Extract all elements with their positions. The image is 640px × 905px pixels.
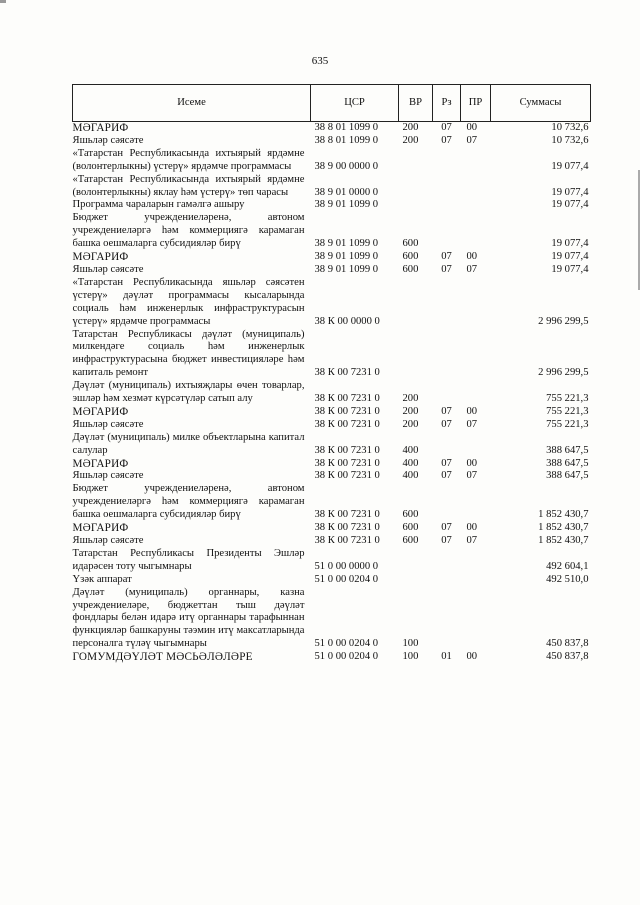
cell-name: МӘГАРИФ [72, 457, 129, 470]
cell-name: Үзәк аппарат [72, 573, 132, 585]
cell-csr: 38 9 01 1099 0 [314, 199, 379, 211]
cell-sum: 1 852 430,7 [538, 535, 589, 546]
cell-name: Яшьләр сәясәте [72, 263, 144, 275]
cell-rz [433, 329, 461, 381]
cell-sum: 19 077,4 [551, 186, 589, 198]
cell-csr: 38 К 00 7231 0 [314, 405, 380, 417]
cell-rz: 01 [441, 651, 452, 663]
cell-rz [433, 380, 461, 406]
cell-pr: 07 [466, 263, 478, 275]
cell-pr [461, 277, 491, 329]
cell-rz [433, 587, 461, 652]
cell-rz: 07 [441, 251, 452, 263]
cell-pr [461, 587, 491, 652]
cell-vr: 200 [402, 405, 419, 417]
cell-csr: 51 0 00 0204 0 [314, 638, 379, 650]
cell-name: Яшьләр сәясәте [72, 470, 144, 482]
cell-csr: 51 0 00 0000 0 [314, 560, 379, 572]
cell-vr: 600 [402, 522, 419, 534]
cell-name: МӘГАРИФ [72, 251, 129, 264]
cell-rz [433, 483, 461, 522]
cell-pr: 00 [466, 405, 478, 417]
cell-csr: 38 К 00 7231 0 [314, 393, 380, 405]
cell-csr: 38 9 01 0000 0 [314, 186, 379, 198]
cell-rz [433, 548, 461, 574]
cell-csr: 38 9 01 1099 0 [314, 263, 379, 275]
table-row [73, 483, 591, 522]
cell-csr: 38 К 00 7231 0 [314, 470, 380, 482]
header-rz: Рз [433, 85, 461, 122]
cell-csr: 38 К 00 7231 0 [314, 418, 380, 430]
cell-name: Программа чараларын гамәлгә ашыру [72, 199, 245, 211]
cell-pr: 00 [466, 122, 478, 133]
cell-name: «Татарстан Республикасында яшьләр сәясәтен үстерү» дәүләт программасы кысаларында социаль һәм инженерлык инфраструктурасын үстерү» ярдәмче программасы [72, 276, 305, 327]
cell-csr: 38 8 01 1099 0 [314, 134, 379, 146]
table-row [73, 135, 591, 148]
cell-pr: 00 [466, 251, 478, 263]
cell-vr: 400 [402, 457, 419, 469]
cell-csr: 38 К 00 7231 0 [314, 509, 380, 521]
cell-name: МӘГАРИФ [72, 522, 129, 535]
cell-rz [433, 277, 461, 329]
cell-pr [461, 212, 491, 251]
cell-csr: 38 К 00 7231 0 [314, 457, 380, 469]
cell-name: Татарстан Республикасы Президенты Эшләр идарәсен тоту чыгымнары [72, 547, 305, 572]
cell-name: Дәүләт (муниципаль) органнары, казна учреждениеләре, бюджеттан тыш дәүләт фондлары белән идарә итү органнары тарафыннан функцияләр башкаруны тәэмин итү максатларында персоналга түләү чыгымнары [72, 586, 305, 650]
scan-corner-mark [0, 0, 6, 3]
cell-pr [461, 148, 491, 174]
cell-pr [461, 174, 491, 200]
table-row [73, 251, 591, 264]
table-row [73, 406, 591, 419]
cell-sum: 755 221,3 [546, 418, 589, 430]
table-row [73, 199, 591, 212]
cell-csr: 38 К 00 0000 0 [314, 315, 380, 327]
cell-sum: 1 852 430,7 [538, 522, 589, 534]
cell-sum: 19 077,4 [551, 251, 589, 263]
cell-rz [433, 432, 461, 458]
table-row [73, 212, 591, 251]
table-row [73, 329, 591, 381]
cell-sum: 10 732,6 [551, 134, 589, 146]
table-row [73, 458, 591, 471]
table-row [73, 535, 591, 548]
cell-sum: 755 221,3 [546, 393, 589, 405]
cell-name: «Татарстан Республикасында ихтыярый ярдәмне (волонтерлыкны) үстерү» ярдәмче программасы [72, 147, 305, 172]
cell-pr [461, 329, 491, 381]
table-row [73, 522, 591, 535]
cell-sum: 388 647,5 [546, 470, 589, 482]
cell-vr: 600 [402, 251, 419, 263]
cell-vr: 100 [402, 651, 419, 663]
cell-vr: 600 [402, 535, 419, 546]
cell-csr: 38 9 00 0000 0 [314, 160, 379, 172]
table-header-row [73, 85, 591, 122]
cell-sum: 19 077,4 [551, 160, 589, 172]
cell-csr: 51 0 00 0204 0 [314, 651, 379, 663]
budget-table [72, 84, 591, 664]
table-row [73, 380, 591, 406]
table-row [73, 432, 591, 458]
cell-vr: 400 [402, 470, 419, 482]
table-row [73, 174, 591, 200]
cell-name: ГОМУМДӘҮЛӘТ МӘСЬӘЛӘЛӘРЕ [72, 651, 253, 664]
cell-vr: 100 [402, 638, 419, 650]
cell-rz [433, 174, 461, 200]
cell-sum: 19 077,4 [551, 238, 589, 250]
table-row [73, 574, 591, 587]
cell-sum: 2 996 299,5 [538, 315, 589, 327]
table-row [73, 470, 591, 483]
cell-sum: 388 647,5 [546, 444, 589, 456]
cell-name: Яшьләр сәясәте [72, 134, 144, 146]
table-row [73, 264, 591, 277]
header-pr: ПР [461, 85, 491, 122]
cell-rz [433, 212, 461, 251]
cell-rz [433, 199, 461, 212]
cell-rz: 07 [441, 405, 452, 417]
cell-sum: 1 852 430,7 [538, 509, 589, 521]
cell-vr: 200 [402, 122, 419, 133]
table-row [73, 277, 591, 329]
cell-pr [461, 380, 491, 406]
cell-vr: 200 [402, 134, 419, 146]
header-name: Исеме [73, 85, 311, 122]
cell-vr [399, 329, 433, 381]
cell-rz: 07 [441, 122, 452, 133]
cell-csr: 38 К 00 7231 0 [314, 535, 380, 546]
cell-vr: 200 [402, 418, 419, 430]
cell-csr: 38 9 01 1099 0 [314, 251, 379, 263]
cell-vr: 600 [402, 263, 419, 275]
cell-sum: 755 221,3 [546, 405, 589, 417]
cell-pr: 07 [466, 535, 478, 546]
cell-sum: 388 647,5 [546, 457, 589, 469]
cell-sum: 492 604,1 [546, 560, 589, 572]
cell-name: Яшьләр сәясәте [72, 418, 144, 430]
cell-vr [399, 277, 433, 329]
cell-pr: 07 [466, 470, 478, 482]
cell-vr: 600 [402, 509, 419, 521]
cell-name: Дәүләт (муниципаль) ихтыяҗлары өчен товарлар, эшләр һәм хезмәт күрсәтүләр сатып алу [72, 380, 305, 405]
cell-sum: 2 996 299,5 [538, 367, 589, 379]
cell-rz [433, 148, 461, 174]
cell-sum: 19 077,4 [551, 199, 589, 211]
cell-pr [461, 574, 491, 587]
cell-name: Бюджет учреждениеләренә, автоном учреждениеләргә һәм коммерциягә карамаган башка оешмаларга субсидияләр бирү [72, 483, 305, 521]
table-body [73, 122, 591, 665]
table-row [73, 651, 591, 664]
cell-sum: 450 837,8 [546, 638, 589, 650]
page-number: 635 [311, 55, 329, 67]
cell-vr [399, 174, 433, 200]
cell-rz: 07 [441, 134, 452, 146]
cell-rz: 07 [441, 457, 452, 469]
cell-name: Дәүләт (муниципаль) милке объектларына капитал салулар [72, 431, 305, 456]
cell-rz: 07 [441, 263, 452, 275]
table-row [73, 548, 591, 574]
cell-rz: 07 [441, 522, 452, 534]
cell-pr [461, 432, 491, 458]
cell-vr [399, 574, 433, 587]
cell-sum: 450 837,8 [546, 651, 589, 663]
cell-name: МӘГАРИФ [72, 405, 129, 418]
cell-vr: 600 [402, 238, 419, 250]
cell-name: Татарстан Республикасы дәүләт (муниципаль) милкендәге социаль һәм инженерлык инфраструктурасына бюджет инвестицияләре һәм капиталь ремонт [72, 328, 305, 379]
cell-csr: 51 0 00 0204 0 [314, 573, 379, 585]
cell-pr [461, 483, 491, 522]
table-row [73, 148, 591, 174]
cell-sum: 10 732,6 [551, 122, 589, 133]
cell-rz: 07 [441, 418, 452, 430]
cell-csr: 38 8 01 1099 0 [314, 122, 379, 133]
cell-vr: 200 [402, 393, 419, 405]
cell-pr: 00 [466, 651, 478, 663]
header-vr: ВР [399, 85, 433, 122]
header-csr: ЦСР [311, 85, 399, 122]
cell-pr: 00 [466, 522, 478, 534]
table-row [73, 122, 591, 135]
cell-csr: 38 9 01 1099 0 [314, 238, 379, 250]
cell-pr [461, 548, 491, 574]
cell-name: МӘГАРИФ [72, 122, 129, 134]
cell-csr: 38 К 00 7231 0 [314, 367, 380, 379]
cell-vr [399, 148, 433, 174]
table-row [73, 587, 591, 652]
table-row [73, 419, 591, 432]
cell-name: «Татарстан Республикасында ихтыярый ярдәмне (волонтерлыкны) яклау һәм үстерү» төп чарасы [72, 173, 305, 198]
cell-name: Бюджет учреждениеләренә, автоном учреждениеләргә һәм коммерциягә карамаган башка оешмаларга субсидияләр бирү [72, 212, 305, 250]
cell-name: Яшьләр сәясәте [72, 535, 144, 546]
header-sum: Суммасы [491, 85, 591, 122]
cell-pr: 07 [466, 134, 478, 146]
cell-pr: 07 [466, 418, 478, 430]
cell-vr [399, 199, 433, 212]
cell-pr [461, 199, 491, 212]
cell-csr: 38 К 00 7231 0 [314, 522, 380, 534]
cell-rz: 07 [441, 535, 452, 546]
cell-rz: 07 [441, 470, 452, 482]
cell-pr: 00 [466, 457, 478, 469]
cell-vr: 400 [402, 444, 419, 456]
cell-vr [399, 548, 433, 574]
cell-sum: 19 077,4 [551, 263, 589, 275]
cell-csr: 38 К 00 7231 0 [314, 444, 380, 456]
cell-sum: 492 510,0 [546, 573, 589, 585]
cell-rz [433, 574, 461, 587]
